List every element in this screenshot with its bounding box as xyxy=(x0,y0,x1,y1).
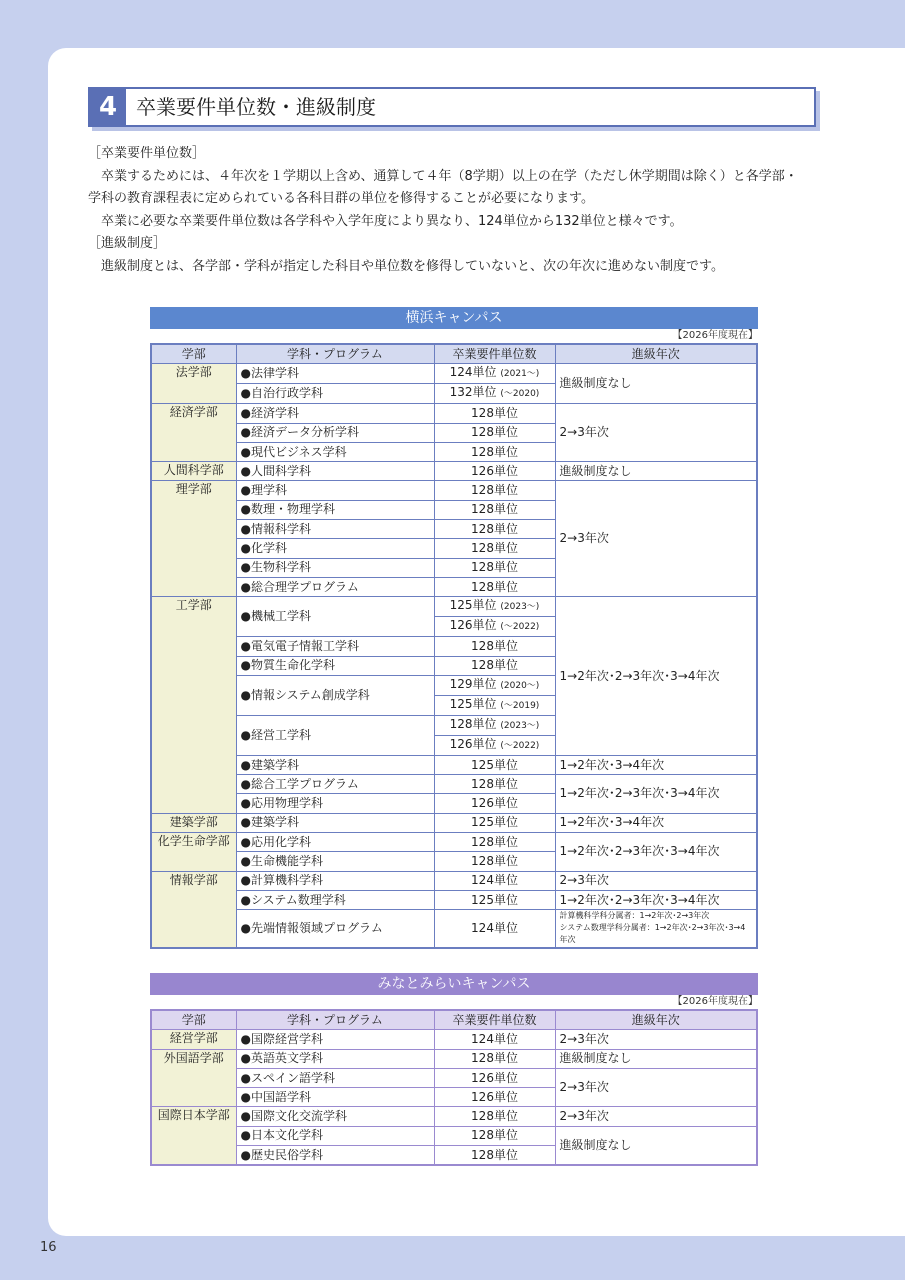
table-row xyxy=(151,1068,757,1087)
table-cell xyxy=(555,890,757,909)
column-header: 学部 xyxy=(151,1010,236,1030)
admission-year-note: (2020～) xyxy=(500,680,540,691)
cell-text: 128単位 xyxy=(471,483,518,498)
table-row xyxy=(151,481,757,500)
credits-cell xyxy=(434,617,555,637)
credits-cell xyxy=(434,481,555,500)
section-title: 卒業要件単位数・進級制度 xyxy=(136,95,376,119)
cell-text: ●中国語学科 xyxy=(240,1089,311,1104)
cell-text: ●電気電子情報工学科 xyxy=(240,638,359,653)
table-cell xyxy=(555,597,757,756)
table-cell xyxy=(236,423,434,442)
table-row xyxy=(151,404,757,423)
cell-text: 2→3年次 xyxy=(559,1109,609,1124)
cell-text: ●英語英文学科 xyxy=(240,1051,323,1066)
cell-text: 128単位 xyxy=(471,444,518,459)
cell-text: 1→2年次･2→3年次･3→4年次 xyxy=(559,668,720,683)
column-header: 学部 xyxy=(151,344,236,364)
cell-text: ●建築学科 xyxy=(240,815,299,830)
table-cell xyxy=(236,442,434,461)
minatomirai-campus-section xyxy=(150,973,758,1166)
faculty-cell xyxy=(151,462,236,481)
minatomirai-campus-banner: みなとみらいキャンパス xyxy=(150,973,758,995)
table-cell xyxy=(236,675,434,715)
admission-year-note: (～2020) xyxy=(500,389,540,400)
cell-text: 経済学部 xyxy=(169,405,218,420)
credits-cell xyxy=(434,558,555,577)
cell-text: 125単位 xyxy=(471,815,518,830)
column-header: 卒業要件単位数 xyxy=(434,1010,555,1030)
column-header: 学科・プログラム xyxy=(236,344,434,364)
table-cell xyxy=(236,1088,434,1107)
cell-text: ●建築学科 xyxy=(240,757,299,772)
admission-year-note: (～2022) xyxy=(500,622,540,633)
body-paragraph: 卒業に必要な卒業要件単位数は各学科や入学年度により異なり、124単位から132単位と様々です。 xyxy=(101,213,683,229)
credits-cell xyxy=(434,1126,555,1145)
credits-cell xyxy=(434,715,555,735)
cell-text: 128単位 xyxy=(471,638,518,653)
table-cell xyxy=(555,755,757,774)
table-cell xyxy=(236,558,434,577)
cell-text: ●応用化学科 xyxy=(240,834,311,849)
table-cell xyxy=(236,1049,434,1068)
table-row xyxy=(151,1107,757,1126)
cell-text: ●数理・物理学科 xyxy=(240,502,335,517)
table-cell xyxy=(236,1146,434,1166)
credits-cell xyxy=(434,1049,555,1068)
body-paragraph: 進級制度とは、各学部・学科が指定した科目や単位数を修得していないと、次の年次に進めない制度です。 xyxy=(101,258,724,274)
table-cell xyxy=(236,577,434,596)
cell-text: 128単位 xyxy=(471,853,518,868)
faculty-cell xyxy=(151,481,236,597)
table-cell xyxy=(555,871,757,890)
table-cell xyxy=(236,813,434,832)
cell-text: 129単位 xyxy=(449,676,497,691)
admission-year-note: (2023～) xyxy=(500,602,540,613)
table-cell xyxy=(555,364,757,404)
cell-text: 128単位 xyxy=(471,776,518,791)
credits-cell xyxy=(434,1068,555,1087)
cell-text: ●日本文化学科 xyxy=(240,1128,323,1143)
admission-year-note: (2021～) xyxy=(500,369,540,380)
cell-text: 126単位 xyxy=(471,1089,518,1104)
cell-text: 124単位 xyxy=(471,1031,518,1046)
table-row xyxy=(151,890,757,909)
table-cell xyxy=(555,833,757,872)
cell-text: ●自治行政学科 xyxy=(240,386,323,401)
cell-text: 132単位 xyxy=(449,385,497,400)
credits-cell xyxy=(434,442,555,461)
cell-text: 1→2年次･2→3年次･3→4年次 xyxy=(559,786,720,801)
section-number: 4 xyxy=(90,89,126,125)
cell-text: ●国際経営学科 xyxy=(240,1031,323,1046)
minatomirai-as-of: 【2026年度現在】 xyxy=(672,996,758,1007)
table-cell xyxy=(555,1068,757,1107)
credits-cell xyxy=(434,1088,555,1107)
table-row xyxy=(151,1126,757,1145)
table-cell xyxy=(236,1107,434,1126)
table-cell xyxy=(236,794,434,813)
credits-cell xyxy=(434,656,555,675)
table-cell xyxy=(236,481,434,500)
table-cell xyxy=(236,715,434,755)
cell-text: 1→2年次･2→3年次･3→4年次 xyxy=(559,892,720,907)
cell-text: 進級制度なし xyxy=(559,1138,632,1153)
table-cell xyxy=(236,910,434,948)
yokohama-table xyxy=(150,343,758,949)
column-header: 進級年次 xyxy=(555,344,757,364)
cell-text: 2→3年次 xyxy=(559,1031,609,1046)
cell-text: 126単位 xyxy=(471,1070,518,1085)
table-cell xyxy=(236,364,434,384)
cell-text: ●生物科学科 xyxy=(240,560,311,575)
cell-text: 2→3年次 xyxy=(559,873,609,888)
table-cell xyxy=(236,1126,434,1145)
table-cell xyxy=(236,637,434,656)
credits-cell xyxy=(434,813,555,832)
table-cell xyxy=(236,384,434,404)
credits-cell xyxy=(434,871,555,890)
credits-cell xyxy=(434,500,555,519)
cell-text: 125単位 xyxy=(449,598,497,613)
admission-year-note: (～2022) xyxy=(500,740,540,751)
subsection-heading: ［進級制度］ xyxy=(88,236,167,251)
cell-text: 128単位 xyxy=(471,1051,518,1066)
cell-text: ●計算機科学科 xyxy=(240,873,323,888)
cell-text: ●機械工学科 xyxy=(240,609,311,624)
cell-text: 人間科学部 xyxy=(163,463,224,478)
cell-text: 126単位 xyxy=(471,796,518,811)
credits-cell xyxy=(434,539,555,558)
cell-text: 2→3年次 xyxy=(559,531,609,546)
credits-cell xyxy=(434,890,555,909)
cell-text: 工学部 xyxy=(175,598,212,613)
yokohama-campus-banner: 横浜キャンパス xyxy=(150,307,758,329)
cell-text: 計算機科学科分属者：1→2年次･2→3年次 xyxy=(559,911,710,921)
advancement-note-cell xyxy=(555,910,757,948)
cell-text: ●法律学科 xyxy=(240,366,299,381)
faculty-cell xyxy=(151,833,236,872)
table-cell xyxy=(236,871,434,890)
cell-text: 化学生命学部 xyxy=(157,834,230,849)
cell-text: 1→2年次･2→3年次･3→4年次 xyxy=(559,844,720,859)
credits-cell xyxy=(434,364,555,384)
cell-text: 国際日本学部 xyxy=(157,1108,230,1123)
body-paragraph: 卒業するためには、４年次を１学期以上含め、通算して４年（8学期）以上の在学（ただし休学期間は除く）と各学部・ xyxy=(101,168,798,184)
cell-text: 理学部 xyxy=(175,482,212,497)
yokohama-as-of: 【2026年度現在】 xyxy=(672,330,758,341)
cell-text: ●スペイン語学科 xyxy=(240,1070,335,1085)
cell-text: ●国際文化交流学科 xyxy=(240,1109,347,1124)
credits-cell xyxy=(434,384,555,404)
credits-cell xyxy=(434,794,555,813)
cell-text: 128単位 xyxy=(471,502,518,517)
cell-text: ●先端情報領域プログラム xyxy=(240,920,383,935)
minatomirai-table xyxy=(150,1009,758,1166)
table-cell xyxy=(236,775,434,794)
credits-cell xyxy=(434,637,555,656)
cell-text: 128単位 xyxy=(471,834,518,849)
table-row xyxy=(151,755,757,774)
cell-text: 1→2年次･3→4年次 xyxy=(559,815,665,830)
cell-text: ●現代ビジネス学科 xyxy=(240,444,347,459)
table-cell xyxy=(555,462,757,481)
credits-cell xyxy=(434,695,555,715)
table-row xyxy=(151,1030,757,1049)
credits-cell xyxy=(434,462,555,481)
table-row xyxy=(151,833,757,852)
faculty-cell xyxy=(151,1107,236,1165)
cell-text: 126単位 xyxy=(449,736,497,751)
cell-text: ●総合工学プログラム xyxy=(240,776,359,791)
table-cell xyxy=(236,539,434,558)
table-cell xyxy=(236,890,434,909)
cell-text: 126単位 xyxy=(471,463,518,478)
table-cell xyxy=(555,1107,757,1126)
credits-cell xyxy=(434,1107,555,1126)
table-row xyxy=(151,775,757,794)
cell-text: 2→3年次 xyxy=(559,1080,609,1095)
cell-text: 進級制度なし xyxy=(559,463,632,478)
cell-text: 125単位 xyxy=(471,892,518,907)
credits-cell xyxy=(434,1030,555,1049)
table-cell xyxy=(555,404,757,462)
credits-cell xyxy=(434,833,555,852)
cell-text: ●システム数理学科 xyxy=(240,892,346,907)
subsection-heading: ［卒業要件単位数］ xyxy=(88,146,206,161)
table-row xyxy=(151,364,757,384)
cell-text: 建築学部 xyxy=(169,814,218,829)
yokohama-campus-section xyxy=(150,307,758,949)
table-cell xyxy=(236,597,434,637)
cell-text: ●情報システム創成学科 xyxy=(240,687,370,702)
cell-text: 経営学部 xyxy=(169,1031,218,1046)
cell-text: 進級制度なし xyxy=(559,1051,632,1066)
cell-text: 128単位 xyxy=(449,716,497,731)
cell-text: 1→2年次･3→4年次 xyxy=(559,757,665,772)
table-cell xyxy=(236,833,434,852)
admission-year-note: (～2019) xyxy=(500,700,540,711)
faculty-cell xyxy=(151,813,236,832)
faculty-cell xyxy=(151,1049,236,1107)
credits-cell xyxy=(434,775,555,794)
cell-text: 128単位 xyxy=(471,560,518,575)
cell-text: 情報学部 xyxy=(169,872,218,887)
cell-text: 128単位 xyxy=(471,579,518,594)
credits-cell xyxy=(434,597,555,617)
table-cell xyxy=(555,1030,757,1049)
cell-text: 128単位 xyxy=(471,521,518,536)
credits-cell xyxy=(434,1146,555,1166)
table-cell xyxy=(236,852,434,871)
cell-text: 128単位 xyxy=(471,658,518,673)
table-cell xyxy=(236,656,434,675)
column-header: 進級年次 xyxy=(555,1010,757,1030)
cell-text: 124単位 xyxy=(449,365,497,380)
faculty-cell xyxy=(151,597,236,813)
cell-text: 126単位 xyxy=(449,618,497,633)
cell-text: ●経済データ分析学科 xyxy=(240,425,359,440)
faculty-cell xyxy=(151,1030,236,1049)
cell-text: 124単位 xyxy=(471,920,518,935)
column-header: 学科・プログラム xyxy=(236,1010,434,1030)
table-cell xyxy=(236,755,434,774)
cell-text: 125単位 xyxy=(471,757,518,772)
cell-text: ●生命機能学科 xyxy=(240,853,323,868)
table-cell xyxy=(555,1126,757,1165)
faculty-cell xyxy=(151,871,236,948)
admission-year-note: (2023～) xyxy=(500,720,540,731)
cell-text: ●経済学科 xyxy=(240,405,299,420)
cell-text: ●応用物理学科 xyxy=(240,796,323,811)
table-cell xyxy=(236,404,434,423)
cell-text: ●理学科 xyxy=(240,483,287,498)
faculty-cell xyxy=(151,404,236,462)
table-row xyxy=(151,871,757,890)
cell-text: 125単位 xyxy=(449,696,497,711)
cell-text: 外国語学部 xyxy=(163,1050,224,1065)
cell-text: 128単位 xyxy=(471,541,518,556)
cell-text: ●化学科 xyxy=(240,541,287,556)
cell-text: 124単位 xyxy=(471,873,518,888)
credits-cell xyxy=(434,675,555,695)
credits-cell xyxy=(434,577,555,596)
cell-text: 128単位 xyxy=(471,1147,518,1162)
table-cell xyxy=(236,1030,434,1049)
table-cell xyxy=(555,1049,757,1068)
cell-text: 128単位 xyxy=(471,1109,518,1124)
table-cell xyxy=(236,500,434,519)
body-text xyxy=(88,143,818,278)
credits-cell xyxy=(434,520,555,539)
table-cell xyxy=(236,1068,434,1087)
cell-text: 2→3年次 xyxy=(559,425,609,440)
cell-text: ●人間科学科 xyxy=(240,463,311,478)
cell-text: ●情報科学科 xyxy=(240,521,311,536)
cell-text: ●経営工学科 xyxy=(240,727,311,742)
section-heading xyxy=(88,87,816,127)
faculty-cell xyxy=(151,364,236,404)
credits-cell xyxy=(434,404,555,423)
cell-text: 進級制度なし xyxy=(559,376,632,391)
column-header: 卒業要件単位数 xyxy=(434,344,555,364)
table-row xyxy=(151,597,757,617)
table-row xyxy=(151,462,757,481)
cell-text: 法学部 xyxy=(175,365,212,380)
table-row xyxy=(151,813,757,832)
credits-cell xyxy=(434,423,555,442)
page-number: 16 xyxy=(40,1240,57,1255)
table-row xyxy=(151,910,757,948)
table-cell xyxy=(236,520,434,539)
cell-text: 128単位 xyxy=(471,405,518,420)
table-cell xyxy=(236,462,434,481)
table-cell xyxy=(555,775,757,814)
table-row xyxy=(151,1049,757,1068)
cell-text: 128単位 xyxy=(471,425,518,440)
cell-text: システム数理学科分属者：1→2年次･2→3年次･3→4年次 xyxy=(559,923,746,945)
cell-text: ●物質生命化学科 xyxy=(240,658,335,673)
credits-cell xyxy=(434,755,555,774)
body-paragraph: 学科の教育課程表に定められている各科目群の単位を修得することが必要になります。 xyxy=(88,191,594,206)
table-cell xyxy=(555,813,757,832)
cell-text: ●歴史民俗学科 xyxy=(240,1147,323,1162)
cell-text: ●総合理学プログラム xyxy=(240,579,359,594)
cell-text: 128単位 xyxy=(471,1128,518,1143)
credits-cell xyxy=(434,910,555,948)
table-cell xyxy=(555,481,757,597)
credits-cell xyxy=(434,735,555,755)
credits-cell xyxy=(434,852,555,871)
